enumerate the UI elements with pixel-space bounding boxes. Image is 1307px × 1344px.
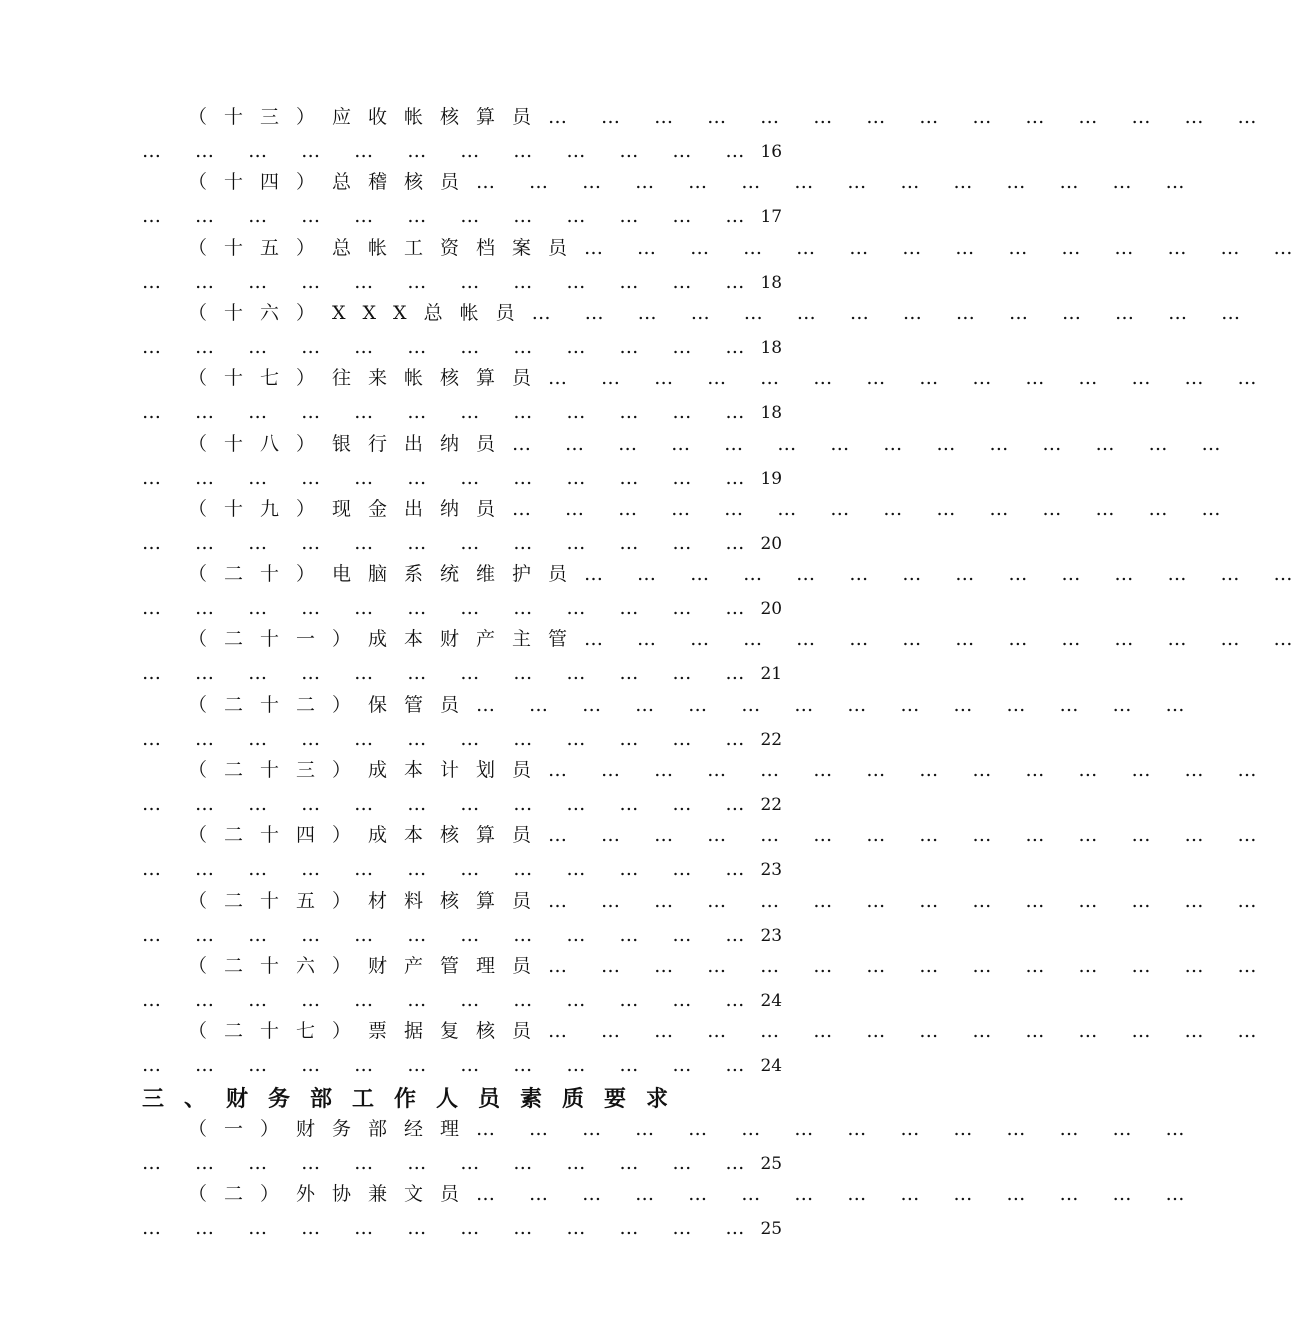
toc-entry[interactable] [0,167,1199,233]
leader-dots: … … … … … … … … … … … … [142,270,759,293]
leader-dots: … … … … … … … … … … … … [142,1217,759,1240]
leader-dots: … … … … … … … … … … … … [142,1152,759,1174]
toc-entry[interactable] [0,102,1271,168]
toc-entry-leader-line [142,789,783,819]
leader-dots: … … … … … … … … … … … … [142,988,759,1011]
toc-entry-leader-line [142,1148,783,1178]
leader-dots: … … … … … … … … … … … … … … [584,563,1307,586]
leader-dots: … … … … … … … … … … … … … … [476,171,1199,194]
toc-entry-page-number: 18 [760,403,783,424]
toc-entry-page-number: 24 [760,990,783,1011]
toc-entry-label: （十五）总帐工资档案员 [188,236,585,259]
toc-entry[interactable] [0,820,1271,886]
toc-entry-title-line [188,494,1235,524]
leader-dots: … … … … … … … … … … … … … … [531,301,1255,324]
toc-entry[interactable] [0,624,1307,690]
leader-dots: … … … … … … … … … … … … [142,205,759,228]
toc-entry[interactable] [0,494,1235,560]
leader-dots: … … … … … … … … … … … … … … [476,1183,1199,1206]
toc-entry-page-number: 21 [760,664,783,685]
toc-entry[interactable] [0,559,1307,625]
toc-entry[interactable] [0,690,1199,756]
toc-entry-page-number: 24 [760,1056,783,1077]
leader-dots: … … … … … … … … … … … … … … [512,497,1235,520]
toc-entry[interactable] [0,951,1271,1017]
toc-entry-title-line [188,755,1271,785]
toc-entry-title-line [188,167,1199,197]
toc-entry-title-line [188,363,1271,393]
toc-entry-page-number: 20 [760,533,783,554]
toc-entry-page-number: 18 [760,272,783,293]
toc-entry-title-line [188,886,1271,916]
toc-entry-leader-line [142,985,783,1015]
toc-entry-label: （二十四）成本核算员 [188,824,549,847]
leader-dots: … … … … … … … … … … … … [142,597,759,620]
toc-entry-label: （二十七）票据复核员 [188,1020,549,1043]
toc-entry-leader-line [142,267,783,297]
toc-entry-leader-line [142,201,783,231]
toc-entry-leader-line [142,528,783,558]
toc-entry[interactable] [0,886,1271,952]
leader-dots: … … … … … … … … … … … … … … [476,1118,1199,1140]
toc-entry-page-number: 16 [760,142,783,162]
toc-entry-page-number: 23 [760,925,783,946]
toc-entry-leader-line [142,1050,783,1080]
leader-dots: … … … … … … … … … … … … … … [584,236,1307,259]
toc-entry-leader-line [142,920,783,950]
leader-dots: … … … … … … … … … … … … [142,335,759,358]
leader-dots: … … … … … … … … … … … … … … [548,1020,1271,1043]
toc-entry-title-line [188,820,1271,850]
toc-entry-title-line [188,233,1307,263]
toc-entry-page-number: 18 [760,337,783,358]
toc-entry-page-number: 22 [760,729,783,750]
toc-entry-leader-line [142,397,783,427]
toc-entry-page-number: 25 [760,1154,783,1174]
toc-entry-page-number: 19 [760,468,783,489]
leader-dots: … … … … … … … … … … … … [142,793,759,815]
toc-entry-page-number: 23 [760,860,783,881]
leader-dots: … … … … … … … … … … … … … … [548,367,1271,390]
toc-entry[interactable] [0,429,1235,495]
toc-entry-label: （二十）电脑系统维护员 [188,563,585,586]
leader-dots: … … … … … … … … … … … … … … [584,628,1307,651]
toc-entry-title-line [188,690,1199,720]
toc-entry[interactable] [0,298,1255,364]
toc-entry-label: （二十三）成本计划员 [188,759,549,781]
toc-entry[interactable] [0,363,1271,429]
leader-dots: … … … … … … … … … … … … … … [548,106,1271,128]
toc-entry[interactable] [0,1114,1199,1180]
leader-dots: … … … … … … … … … … … … [142,662,759,685]
toc-entry-title-line [188,951,1271,981]
leader-dots: … … … … … … … … … … … … … … [548,759,1271,781]
leader-dots: … … … … … … … … … … … … [142,727,759,750]
toc-entry-title-line [188,1179,1199,1209]
leader-dots: … … … … … … … … … … … … … … [548,954,1271,977]
toc-entry-leader-line [142,463,783,493]
leader-dots: … … … … … … … … … … … … [142,466,759,489]
toc-entry-leader-line [142,1213,783,1243]
toc-entry-label: （二十五）材料核算员 [188,889,549,912]
leader-dots: … … … … … … … … … … … … [142,140,759,162]
leader-dots: … … … … … … … … … … … … [142,858,759,881]
toc-entry-leader-line [142,593,783,623]
toc-entry-label: （十八）银行出纳员 [188,432,513,455]
toc-entry-title-line [188,298,1255,328]
toc-entry-leader-line [142,724,783,754]
leader-dots: … … … … … … … … … … … … … … [548,889,1271,912]
toc-entry-title-line [188,1016,1271,1046]
toc-entry-label: （二十六）财产管理员 [188,954,549,977]
section-heading: 三、财务部工作人员素质要求 [142,1086,689,1112]
toc-entry-label: （十七）往来帐核算员 [188,367,549,390]
toc-entry-label: （十六）XXX总帐员 [188,301,532,324]
toc-entry-leader-line [142,658,783,688]
leader-dots: … … … … … … … … … … … … … … [512,432,1235,455]
toc-entry-label: （一）财务部经理 [188,1118,477,1140]
leader-dots: … … … … … … … … … … … … … … [548,824,1271,847]
toc-entry-leader-line [142,332,783,362]
toc-entry-title-line [188,624,1307,654]
leader-dots: … … … … … … … … … … … … [142,1054,759,1077]
toc-entry-leader-line [142,854,783,884]
leader-dots: … … … … … … … … … … … … … … [476,693,1199,716]
toc-entry-page-number: 25 [760,1219,783,1240]
toc-entry-page-number: 20 [760,599,783,620]
toc-entry-label: （十三）应收帐核算员 [188,106,549,128]
toc-entry-label: （十九）现金出纳员 [188,497,513,520]
toc-entry[interactable] [0,233,1307,299]
toc-entry-title-line [188,429,1235,459]
toc-entry-label: （二）外协兼文员 [188,1183,477,1206]
toc-entry-page-number: 17 [760,207,783,228]
toc-entry-leader-line [142,136,783,166]
toc-entry[interactable] [0,755,1271,821]
leader-dots: … … … … … … … … … … … … [142,923,759,946]
toc-entry-title-line [188,559,1307,589]
toc-entry-page-number: 22 [760,795,783,815]
toc-entry-label: （十四）总稽核员 [188,171,477,194]
toc-entry-title-line [188,1114,1199,1144]
toc-entry[interactable] [0,1179,1199,1245]
leader-dots: … … … … … … … … … … … … [142,531,759,554]
toc-entry-label: （二十一）成本财产主管 [188,628,585,651]
toc-entry[interactable] [0,1016,1271,1082]
leader-dots: … … … … … … … … … … … … [142,401,759,424]
toc-entry-title-line [188,102,1271,132]
toc-entry-label: （二十二）保管员 [188,693,477,716]
